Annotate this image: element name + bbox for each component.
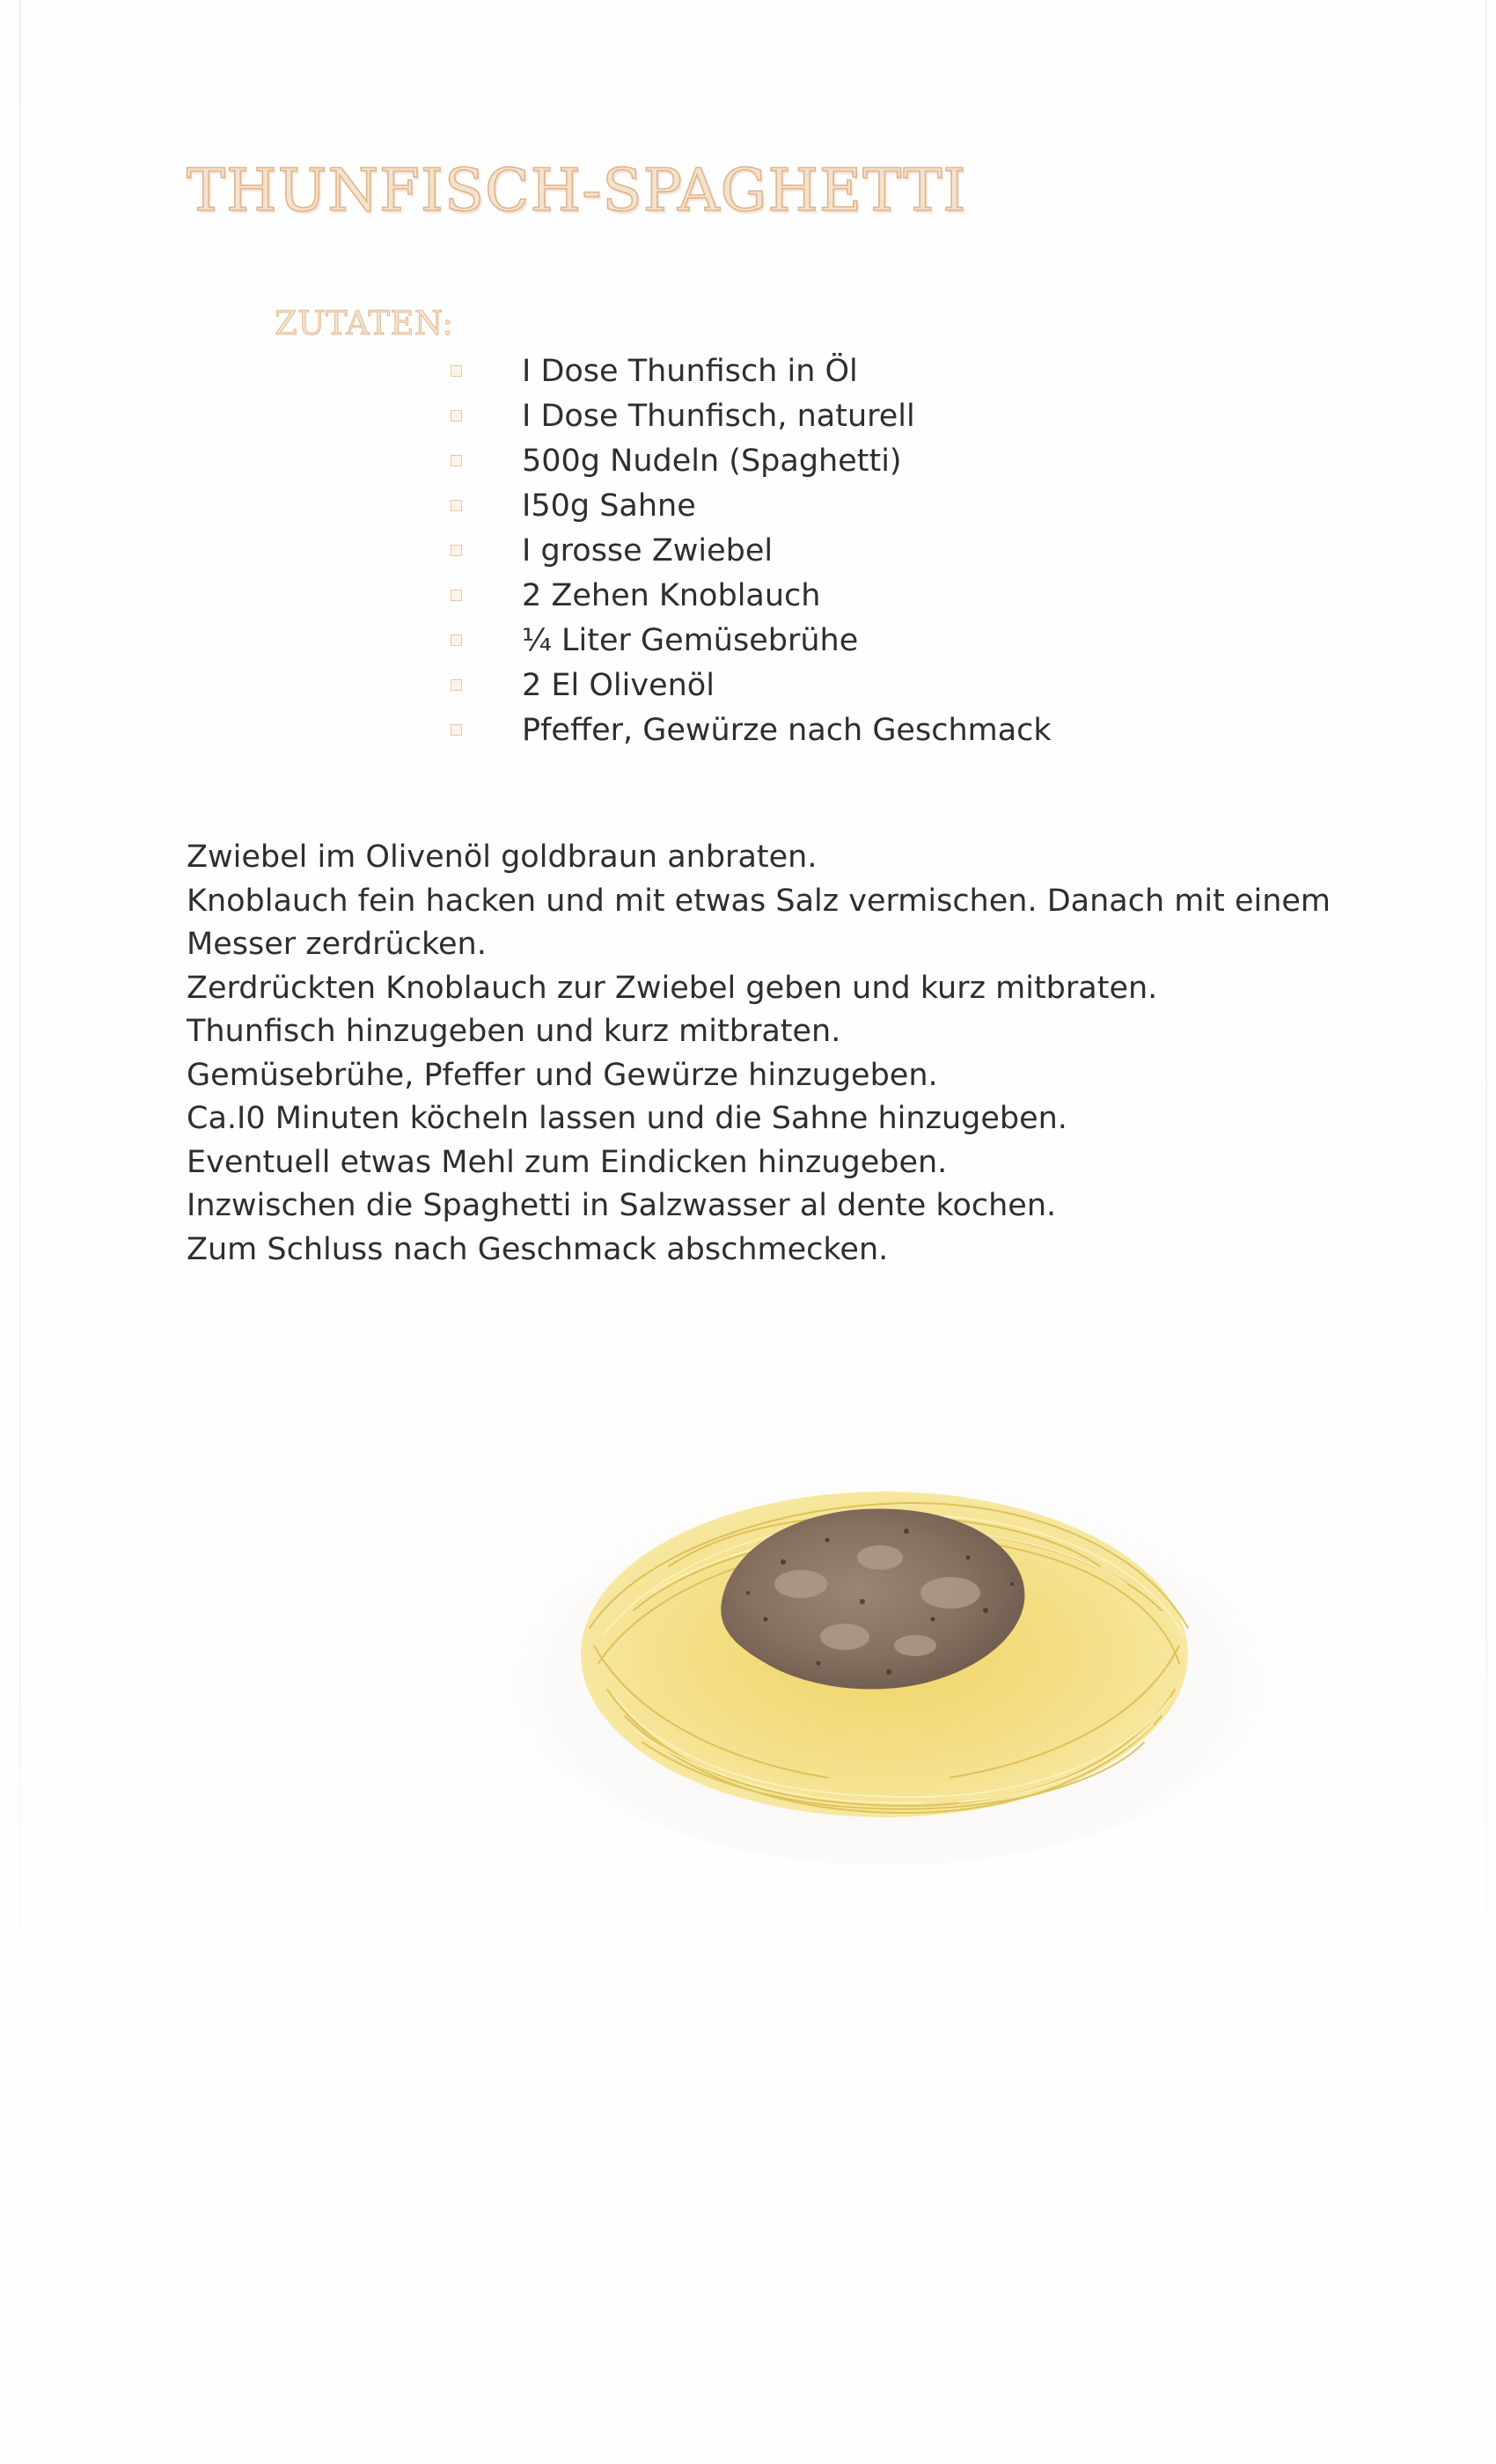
ingredient-item xyxy=(451,708,1052,752)
square-bullet-icon xyxy=(451,455,462,466)
ingredient-text: I50g Sahne xyxy=(522,488,696,524)
ingredient-text: I Dose Thunfisch, naturell xyxy=(522,398,915,434)
ingredient-item xyxy=(451,393,1052,438)
square-bullet-icon xyxy=(451,724,462,736)
instruction-line: Zerdrückten Knoblauch zur Zwiebel geben und kurz mitbraten. xyxy=(187,970,1158,1006)
ingredient-text: 500g Nudeln (Spaghetti) xyxy=(522,443,902,479)
ingredient-item xyxy=(451,663,1052,708)
ingredient-item xyxy=(451,618,1052,663)
instruction-line: Messer zerdrücken. xyxy=(187,927,487,962)
ingredient-item xyxy=(451,528,1052,573)
square-bullet-icon xyxy=(451,634,462,646)
spaghetti-with-tuna-photo xyxy=(493,1408,1285,1866)
ingredient-text: 2 Zehen Knoblauch xyxy=(522,577,821,613)
instruction-line: Ca.I0 Minuten köcheln lassen und die Sahne hinzugeben. xyxy=(187,1101,1067,1136)
ingredient-text: Pfeffer, Gewürze nach Geschmack xyxy=(522,712,1052,748)
ingredient-text: I Dose Thunfisch in Öl xyxy=(522,353,858,389)
recipe-title: THUNFISCH-SPAGHETTI xyxy=(187,157,967,224)
scan-edge-left xyxy=(19,0,21,2024)
ingredient-text: I grosse Zwiebel xyxy=(522,532,774,568)
instructions xyxy=(187,836,1331,1272)
square-bullet-icon xyxy=(451,590,462,601)
instruction-line: Zum Schluss nach Geschmack abschmecken. xyxy=(187,1231,889,1267)
instruction-line: Thunfisch hinzugeben und kurz mitbraten. xyxy=(187,1014,841,1049)
square-bullet-icon xyxy=(451,410,462,422)
ingredient-item xyxy=(451,573,1052,618)
ingredient-text: ¼ Liter Gemüsebrühe xyxy=(522,622,859,658)
scan-edge-right xyxy=(1485,0,1487,2024)
instruction-line: Eventuell etwas Mehl zum Eindicken hinzugeben. xyxy=(187,1144,948,1180)
instruction-line: Zwiebel im Olivenöl goldbraun anbraten. xyxy=(187,840,818,875)
ingredient-text: 2 El Olivenöl xyxy=(522,667,715,703)
ingredient-list xyxy=(451,348,1052,752)
ingredient-item xyxy=(451,348,1052,393)
ingredients-heading: ZUTATEN: xyxy=(275,304,454,342)
square-bullet-icon xyxy=(451,545,462,556)
square-bullet-icon xyxy=(451,500,462,511)
instruction-line: Inzwischen die Spaghetti in Salzwasser al dente kochen. xyxy=(187,1188,1057,1223)
instruction-line: Knoblauch fein hacken und mit etwas Salz vermischen. Danach mit einem xyxy=(187,883,1331,919)
square-bullet-icon xyxy=(451,365,462,377)
instruction-line: Gemüsebrühe, Pfeffer und Gewürze hinzugeben. xyxy=(187,1057,938,1093)
ingredient-item xyxy=(451,438,1052,483)
ingredient-item xyxy=(451,483,1052,528)
square-bullet-icon xyxy=(451,679,462,691)
